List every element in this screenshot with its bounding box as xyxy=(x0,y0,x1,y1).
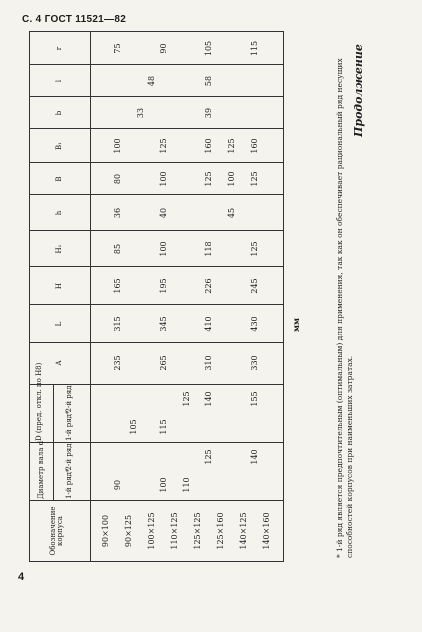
cell-b: 33 xyxy=(136,107,145,119)
row-designation: 140×125 xyxy=(239,512,248,550)
cell-D2: 125 xyxy=(182,391,191,407)
col-h: h xyxy=(55,210,63,216)
cell-B1: 100 xyxy=(113,138,122,154)
col-D-row2: 2-й ряд xyxy=(65,385,73,413)
cell-L: 410 xyxy=(204,316,213,332)
rotated-table-region xyxy=(29,12,389,592)
cell-L: 315 xyxy=(113,316,122,332)
cell-H1: 85 xyxy=(113,243,122,255)
page-number: 4 xyxy=(18,571,25,583)
col-designation: Обозначение корпуса xyxy=(49,506,64,556)
col-L: L xyxy=(55,321,63,327)
col-H: H xyxy=(55,282,63,290)
col-bore: D (пред. откл. по H8) xyxy=(35,362,43,441)
cell-A: 235 xyxy=(113,355,122,371)
cell-B: 80 xyxy=(113,173,122,185)
cell-L: 345 xyxy=(159,316,168,332)
footnote: * 1-й ряд является предпочтительным (оптимальным) для применения, так как он обеспечивает рациональный ряд несущих способностей корпусов при наименьших затратах. xyxy=(335,58,354,558)
cell-B1: 160 xyxy=(204,138,213,154)
cell-d2: 140 xyxy=(250,449,259,465)
cell-B1: 160 xyxy=(250,138,259,154)
row-designation: 125×125 xyxy=(193,512,202,550)
cell-d1: 100 xyxy=(159,477,168,493)
cell-r: 105 xyxy=(204,40,213,57)
col-d-row1: 1-й ряд* xyxy=(65,468,73,499)
cell-B1: 125 xyxy=(227,138,236,154)
row-designation: 140×160 xyxy=(262,512,271,550)
cell-h: 40 xyxy=(159,207,168,219)
cell-r: 90 xyxy=(159,43,168,54)
cell-b: 39 xyxy=(204,107,213,119)
col-H1: H₁ xyxy=(55,244,63,254)
cell-d1: 110 xyxy=(182,477,191,493)
cell-B: 125 xyxy=(204,171,213,187)
col-B1: B₁ xyxy=(55,142,63,150)
cell-A: 310 xyxy=(204,355,213,371)
cell-h: 45 xyxy=(227,207,236,219)
cell-D1: 115 xyxy=(159,419,168,435)
col-l: l xyxy=(55,79,63,83)
cell-H: 195 xyxy=(159,278,168,294)
col-B: B xyxy=(55,176,63,182)
cell-B: 100 xyxy=(227,171,236,187)
cell-L: 430 xyxy=(250,316,259,332)
col-D-row1: 1-й ряд* xyxy=(65,410,73,441)
cell-D1: 105 xyxy=(129,419,138,435)
cell-H: 165 xyxy=(113,278,122,294)
cell-l: 48 xyxy=(147,75,156,87)
cell-r: 115 xyxy=(250,40,259,57)
cell-B: 125 xyxy=(250,171,259,187)
row-designation: 125×160 xyxy=(216,512,225,550)
cell-B1: 125 xyxy=(159,138,168,154)
cell-A: 265 xyxy=(159,355,168,371)
cell-A: 330 xyxy=(250,355,259,371)
col-r: r xyxy=(55,46,63,51)
cell-d2: 125 xyxy=(204,449,213,465)
cell-d1: 90 xyxy=(113,479,122,491)
cell-h: 36 xyxy=(113,207,122,219)
row-designation: 90×125 xyxy=(124,514,133,548)
cell-H: 245 xyxy=(250,278,259,294)
cell-D2: 140 xyxy=(204,391,213,407)
cell-H1: 100 xyxy=(159,241,168,257)
col-b: b xyxy=(55,110,63,116)
col-shaft-diameter: Диаметр вала d xyxy=(37,440,45,499)
col-A: A xyxy=(55,360,63,366)
cell-r: 75 xyxy=(113,43,122,54)
row-designation: 100×125 xyxy=(147,512,156,550)
cell-H1: 118 xyxy=(204,241,213,257)
continuation-label: Продолжение xyxy=(352,44,365,137)
dimensions-table xyxy=(29,31,284,562)
cell-B: 100 xyxy=(159,171,168,187)
cell-D2: 155 xyxy=(250,391,259,407)
row-designation: 110×125 xyxy=(170,512,179,550)
cell-H: 226 xyxy=(204,278,213,294)
col-d-row2: 2-й ряд xyxy=(65,443,73,471)
cell-l: 58 xyxy=(204,75,213,87)
cell-H1: 125 xyxy=(250,241,259,257)
row-designation: 90×100 xyxy=(101,514,110,548)
units-label: мм xyxy=(291,318,301,332)
page-header: С. 4 ГОСТ 11521—82 xyxy=(22,14,127,25)
